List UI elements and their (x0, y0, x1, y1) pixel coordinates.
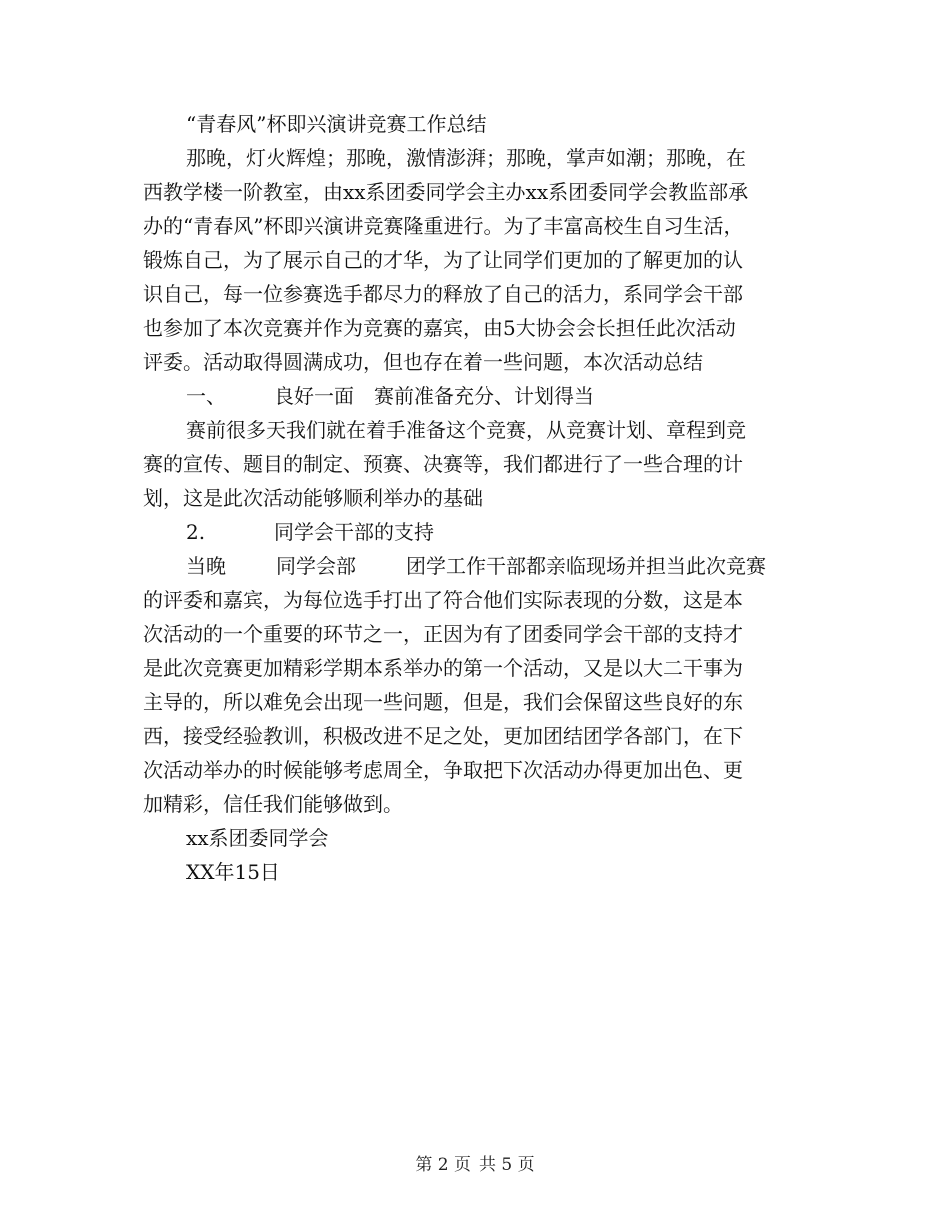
section-1-line-1: 赛前很多天我们就在着手准备这个竞赛，从竞赛计划、章程到竞 (186, 418, 746, 442)
section-1-heading (143, 379, 803, 413)
date-line: XX年15日 (186, 860, 280, 884)
intro-line-1: 那晚，灯火辉煌；那晚，激情澎湃；那晚，掌声如潮；那晚，在 (186, 146, 746, 170)
intro-line-3: 办的“青春风”杯即兴演讲竞赛隆重进行。为了丰富高校生自习生活， (143, 214, 744, 238)
section-2-line-6: 西，接受经验教训，积极改进不足之处，更加团结团学各部门，在下 (143, 724, 743, 748)
section-2-line-4: 是此次竞赛更加精彩学期本系举办的第一个活动，又是以大二干事为 (143, 656, 743, 680)
signature: xx系团委同学会 (186, 826, 329, 850)
section-2-line-1-part2: 同学会部 (276, 554, 356, 578)
section-1-number: 一、 (186, 384, 226, 408)
intro-line-5: 识自己，每一位参赛选手都尽力的释放了自己的活力，系同学会干部 (143, 282, 743, 306)
section-2-line-5: 主导的，所以难免会出现一些问题，但是，我们会保留这些良好的东 (143, 690, 743, 714)
intro-line-4: 锻炼自己，为了展示自己的才华，为了让同学们更加的了解更加的认 (143, 248, 743, 272)
section-2-line-7: 次活动举办的时候能够考虑周全，争取把下次活动办得更加出色、更 (143, 758, 743, 782)
section-2-line-2: 的评委和嘉宾，为每位选手打出了符合他们实际表现的分数，这是本 (143, 588, 743, 612)
section-2-heading (143, 515, 803, 549)
intro-line-6: 也参加了本次竞赛并作为竞赛的嘉宾，由5大协会会长担任此次活动 (143, 316, 736, 340)
section-2-line-3: 次活动的一个重要的环节之一，正因为有了团委同学会干部的支持才 (143, 622, 743, 646)
section-2-line-1 (143, 549, 803, 583)
page-footer (0, 1154, 950, 1176)
section-1-title-part1: 良好一面 (274, 384, 354, 408)
section-2-line-1-part3: 团学工作干部都亲临现场并担当此次竞赛 (406, 554, 766, 578)
intro-line-7: 评委。活动取得圆满成功，但也存在着一些问题，本次活动总结 (143, 350, 703, 374)
section-1-title-part2: 赛前准备充分、计划得当 (374, 384, 594, 408)
section-2-number: 2. (186, 520, 206, 544)
page-total: 共 5 页 (479, 1155, 535, 1175)
section-2-line-8: 加精彩，信任我们能够做到。 (143, 792, 403, 816)
section-2-line-1-part1: 当晚 (186, 554, 226, 578)
intro-line-2: 西教学楼一阶教室，由xx系团委同学会主办xx系团委同学会教监部承 (143, 180, 749, 204)
section-2-title: 同学会干部的支持 (274, 520, 434, 544)
page-number: 第 2 页 (415, 1155, 471, 1175)
section-1-line-3: 划，这是此次活动能够顺利举办的基础 (143, 486, 483, 510)
section-1-line-2: 赛的宣传、题目的制定、预赛、决赛等，我们都进行了一些合理的计 (143, 452, 743, 476)
document-title: “青春风”杯即兴演讲竞赛工作总结 (186, 112, 487, 136)
document-body (143, 107, 803, 889)
